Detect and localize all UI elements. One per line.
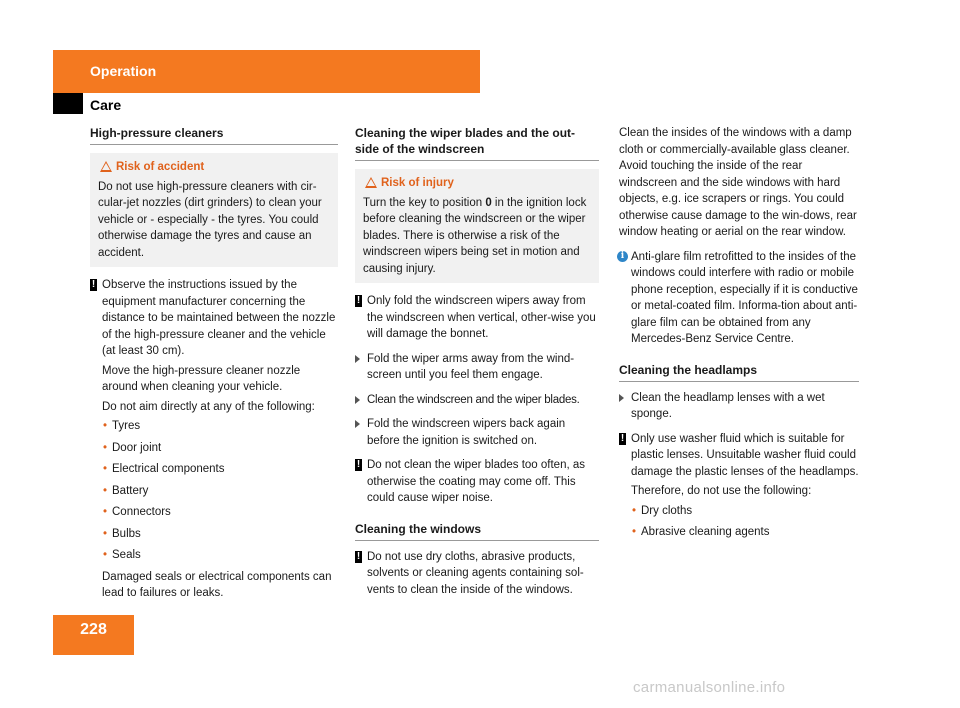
note-text: Do not use dry cloths, abrasive products, solvents or cleaning agents containing sol-vents to clean the inside of the windows. bbox=[367, 550, 584, 596]
warning-title bbox=[363, 175, 591, 192]
heading-windows: Cleaning the windows bbox=[355, 521, 599, 541]
page-number: 228 bbox=[80, 621, 107, 638]
warning-text: Do not use high-pressure cleaners with cir-cular-jet nozzles (dirt grinders) to clean your vehicle or - especially - the tyres. You could otherwise damage the tyres and cause an accident. bbox=[98, 180, 322, 259]
step-item bbox=[355, 351, 599, 384]
key-position: 0 bbox=[485, 196, 492, 209]
warning-box-accident bbox=[90, 153, 338, 267]
header-marker bbox=[53, 93, 83, 114]
note-text: Only fold the windscreen wipers away from the windscreen when vertical, other-wise you will damage the bonnet. bbox=[367, 295, 596, 340]
column-2 bbox=[355, 125, 599, 606]
bullet-item: • Bulbs bbox=[102, 526, 338, 543]
warning-title-text: Risk of accident bbox=[116, 161, 205, 173]
section-title: Operation bbox=[90, 63, 157, 79]
note-text: Do not clean the wiper blades too often, as otherwise the coating may come off. This could cause wiper noise. bbox=[367, 459, 586, 504]
bullet-item: • Electrical components bbox=[102, 461, 338, 478]
warning-triangle-icon bbox=[100, 161, 112, 172]
note-wiper-noise bbox=[355, 457, 599, 507]
exclamation-icon: ! bbox=[356, 550, 361, 562]
warning-box-injury bbox=[355, 169, 599, 283]
heading-wiper-blades: Cleaning the wiper blades and the out-side of the windscreen bbox=[355, 125, 599, 161]
step-arrow-icon bbox=[355, 420, 360, 428]
column-1 bbox=[90, 125, 338, 610]
exclamation-icon: ! bbox=[91, 279, 96, 290]
note-high-pressure bbox=[90, 277, 338, 602]
note-fold-wipers bbox=[355, 293, 599, 343]
step-arrow-icon bbox=[355, 396, 360, 404]
note-paragraph: Damaged seals or electrical components can lead to failures or leaks. bbox=[102, 570, 332, 599]
warning-text-part: in the ignition lock before cleaning the windscreen or the wiper blades. There is otherwise a risk of the windscreen wipers being set in motion and causing injury. bbox=[363, 196, 587, 275]
subsection-title: Care bbox=[90, 97, 122, 113]
step-item bbox=[355, 416, 599, 449]
exclamation-icon: ! bbox=[620, 432, 625, 444]
step-text: Clean the headlamp lenses with a wet sponge. bbox=[631, 391, 825, 420]
warning-text-part: Turn the key to position bbox=[363, 196, 486, 209]
step-text: Fold the wiper arms away from the wind-screen until you feel them engage. bbox=[367, 352, 575, 381]
note-paragraph: Observe the instructions issued by the equipment manufacturer concerning the distance to be maintained between the nozzle of the high-pressure cleaner and the vehicle (at least 30 cm). bbox=[102, 279, 336, 357]
step-item bbox=[355, 392, 599, 409]
watermark: carmanualsonline.info bbox=[633, 679, 786, 696]
info-text: Anti-glare film retrofitted to the insides of the windows could interfere with radio or mobile phone reception, especially if it is conductive or metal-coated film. Informa-tion about anti-glare film can be obtained from any Mercedes-Benz Service Centre. bbox=[631, 250, 858, 345]
paragraph-windows: Clean the insides of the windows with a damp cloth or commercially-available glass cleaner. Avoid touching the inside of the rear windscreen and the side windows with hard objects, e.g. ice scrapers or rings. You could otherwise cause damage to the win-dows, rear window heating or aerial on the rear window. bbox=[619, 127, 857, 238]
note-washer-fluid bbox=[619, 431, 859, 541]
note-paragraph: Therefore, do not use the following: bbox=[631, 485, 812, 497]
warning-title-text: Risk of injury bbox=[381, 177, 454, 189]
step-arrow-icon bbox=[619, 394, 624, 402]
note-paragraph: Move the high-pressure cleaner nozzle around when cleaning your vehicle. bbox=[102, 364, 301, 393]
step-item bbox=[619, 390, 859, 423]
heading-headlamps: Cleaning the headlamps bbox=[619, 362, 859, 382]
bullet-item: • Seals bbox=[102, 547, 338, 564]
bullet-item: • Door joint bbox=[102, 440, 338, 457]
bullet-item: • Dry cloths bbox=[631, 503, 859, 520]
heading-high-pressure: High-pressure cleaners bbox=[90, 125, 338, 145]
exclamation-icon: ! bbox=[356, 459, 361, 470]
step-arrow-icon bbox=[355, 355, 360, 363]
warning-title bbox=[98, 159, 330, 176]
step-text: Clean the windscreen and the wiper blades. bbox=[367, 393, 580, 406]
bullet-item: • Connectors bbox=[102, 504, 338, 521]
exclamation-icon: ! bbox=[356, 295, 361, 306]
warning-triangle-icon bbox=[365, 177, 377, 188]
note-paragraph: Do not aim directly at any of the following: bbox=[102, 400, 315, 413]
bullet-item: • Tyres bbox=[102, 418, 338, 435]
column-3 bbox=[619, 125, 859, 549]
note-paragraph: Only use washer fluid which is suitable for plastic lenses. Unsuitable washer fluid could damage the plastic lenses of the headlamps. bbox=[631, 432, 859, 478]
info-icon: i bbox=[617, 251, 628, 262]
bullet-item: • Abrasive cleaning agents bbox=[631, 524, 859, 541]
bullet-item: • Battery bbox=[102, 483, 338, 500]
note-dry-cloths bbox=[355, 549, 599, 599]
info-anti-glare bbox=[619, 249, 859, 348]
step-text: Fold the windscreen wipers back again before the ignition is switched on. bbox=[367, 418, 566, 447]
warning-text bbox=[363, 195, 591, 278]
